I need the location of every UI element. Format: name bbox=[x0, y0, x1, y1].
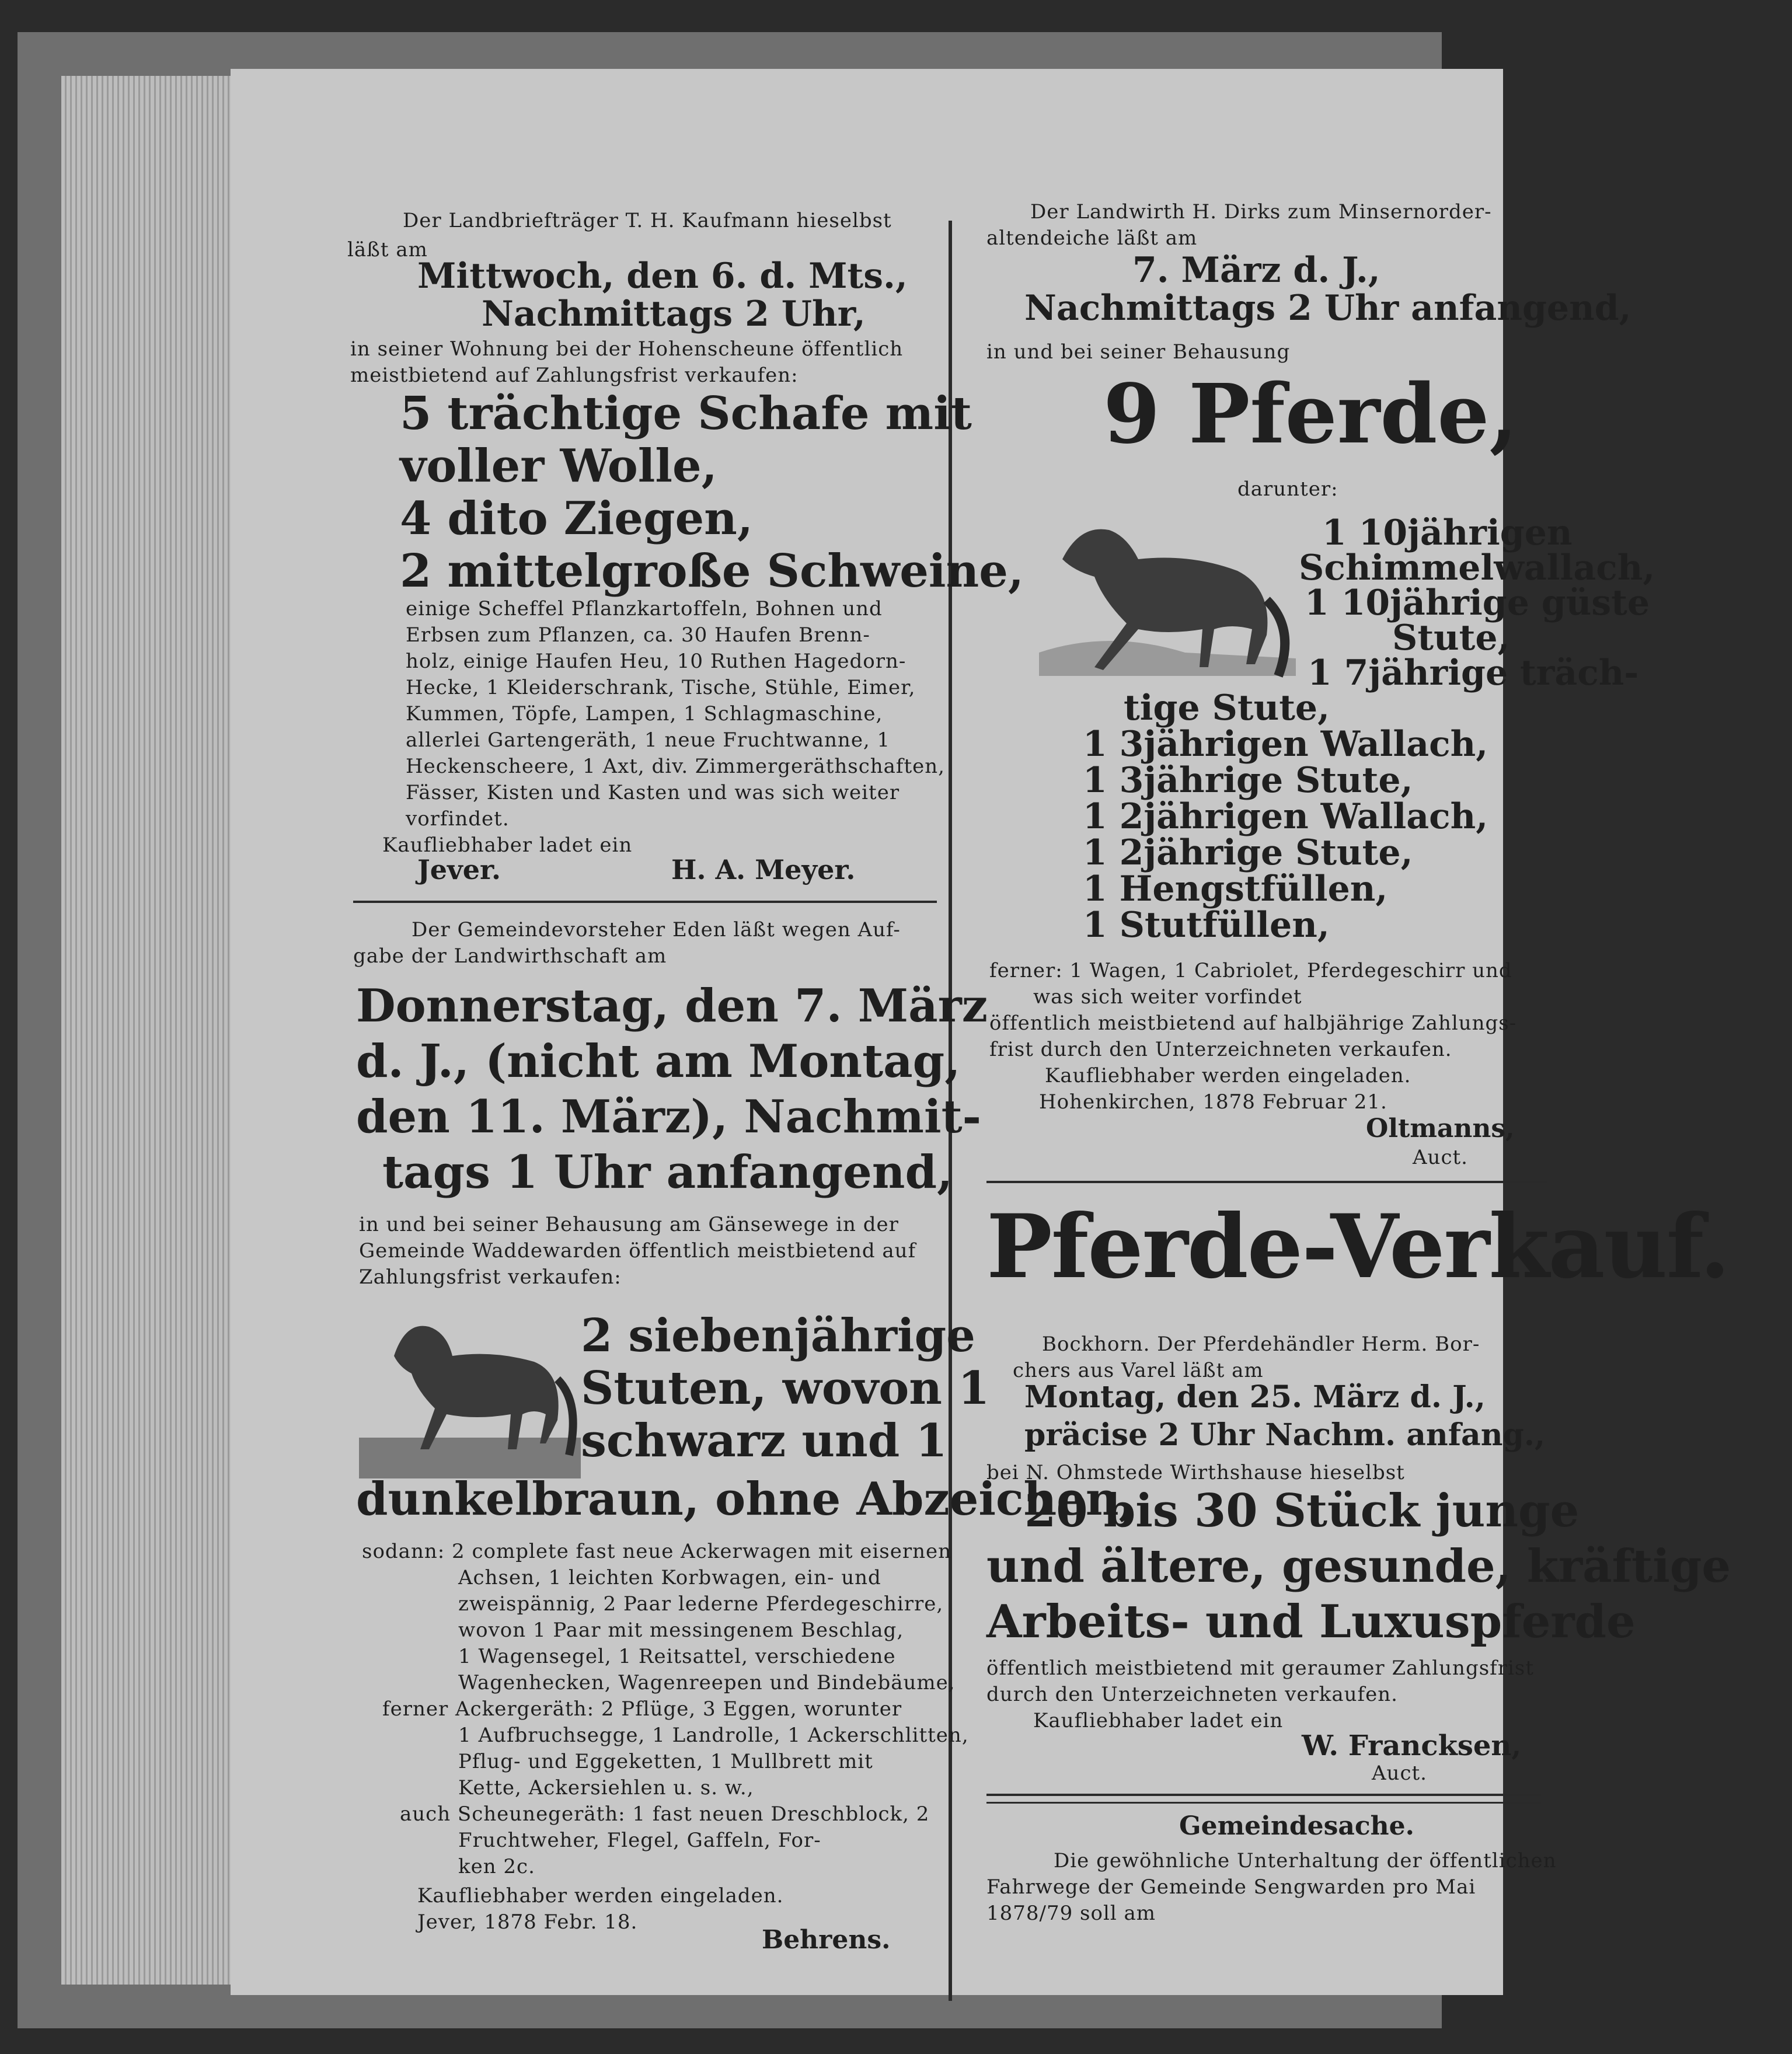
r-ad1-item: 1 2jährigen Wallach, bbox=[1083, 796, 1488, 837]
ad2-list: Fruchtweher, Flegel, Gaffeln, For- bbox=[458, 1829, 821, 1852]
ad2-line: Der Gemeindevorsteher Eden läßt wegen Auf- bbox=[412, 918, 901, 941]
r-ad1-invite: Kaufliebhaber werden eingeladen. bbox=[1045, 1064, 1411, 1087]
ad1-body: holz, einige Haufen Heu, 10 Ruthen Hagedorn- bbox=[406, 650, 907, 673]
r-ad1-line: in und bei seiner Behausung bbox=[986, 340, 1291, 364]
section-double-rule bbox=[986, 1794, 1541, 1804]
ad2-list: ken 2c. bbox=[458, 1855, 535, 1878]
ad2-list: sodann: 2 complete fast neue Ackerwagen mit eisernen bbox=[362, 1540, 952, 1563]
ad2-line: Gemeinde Waddewarden öffentlich meistbietend auf bbox=[359, 1239, 916, 1263]
r-ad2-item: und ältere, gesunde, kräftige bbox=[986, 1540, 1731, 1593]
r-ad2-signature-title: Auct. bbox=[1372, 1762, 1427, 1785]
r-ad2-line: bei N. Ohmstede Wirthshause hieselbst bbox=[986, 1461, 1405, 1484]
r-ad2-item: Arbeits- und Luxuspferde bbox=[986, 1595, 1636, 1648]
ad1-line: in seiner Wohnung bei der Hohenscheune öffentlich bbox=[350, 337, 904, 361]
ad1-line: läßt am bbox=[347, 238, 428, 261]
ad1-body: Kummen, Töpfe, Lampen, 1 Schlagmaschine, bbox=[406, 702, 883, 726]
ad1-item: voller Wolle, bbox=[400, 440, 717, 493]
ad2-place: Jever, 1878 Febr. 18. bbox=[417, 1910, 638, 1934]
r-ad1-darunter: darunter: bbox=[1237, 477, 1338, 501]
right-column bbox=[986, 69, 1792, 1995]
r-ad1-item: Schimmelwallach, bbox=[1299, 547, 1655, 588]
ad2-list: Wagenhecken, Wagenreepen und Bindebäume, bbox=[458, 1671, 956, 1694]
ad2-headline: tags 1 Uhr anfangend, bbox=[382, 1146, 953, 1199]
r-ad2-line: Bockhorn. Der Pferdehändler Herm. Bor- bbox=[1042, 1333, 1480, 1356]
ad1-place: Jever. bbox=[417, 854, 501, 885]
r-ad1-line: öffentlich meistbietend auf halbjährige Zahlungs- bbox=[989, 1012, 1517, 1035]
r-ad1-time: Nachmittags 2 Uhr anfangend, bbox=[1024, 288, 1631, 329]
ad2-line: in und bei seiner Behausung am Gänsewege in der bbox=[359, 1213, 899, 1236]
ad2-item: dunkelbraun, ohne Abzeichen, bbox=[356, 1473, 1135, 1526]
r-ad1-item: 1 3jährige Stute, bbox=[1083, 760, 1413, 801]
r-ad1-place: Hohenkirchen, 1878 Februar 21. bbox=[1039, 1090, 1387, 1114]
ad1-line: Der Landbriefträger T. H. Kaufmann hieselbst bbox=[403, 209, 892, 232]
r-ad2-date: Montag, den 25. März d. J., bbox=[1024, 1379, 1486, 1415]
r-ad1-item: 1 Hengstfüllen, bbox=[1083, 869, 1388, 909]
ad2-signature: Behrens. bbox=[762, 1925, 891, 1955]
r-ad2-invite: Kaufliebhaber ladet ein bbox=[1033, 1709, 1284, 1732]
ad1-body: allerlei Gartengeräth, 1 neue Fruchtwanne, 1 bbox=[406, 728, 891, 752]
r-ad1-line: Der Landwirth H. Dirks zum Minsernorder- bbox=[1030, 200, 1492, 224]
ad1-invite: Kaufliebhaber ladet ein bbox=[382, 834, 633, 857]
ad1-body: vorfindet. bbox=[406, 807, 510, 831]
ad2-list: auch Scheunegeräth: 1 fast neuen Dreschblock, 2 bbox=[400, 1802, 930, 1826]
r-ad3-line: Die gewöhnliche Unterhaltung der öffentlichen bbox=[1054, 1849, 1557, 1872]
book-page-edges bbox=[61, 76, 236, 1985]
r-ad3-line: 1878/79 soll am bbox=[986, 1902, 1156, 1925]
newspaper-page bbox=[231, 69, 1731, 1995]
ad1-time: Nachmittags 2 Uhr, bbox=[482, 294, 866, 334]
r-ad3-line: Fahrwege der Gemeinde Sengwarden pro Mai bbox=[986, 1875, 1476, 1899]
ad1-body: Heckenscheere, 1 Axt, div. Zimmergeräthschaften, bbox=[406, 755, 945, 778]
ad1-line: meistbietend auf Zahlungsfrist verkaufen: bbox=[350, 364, 799, 387]
ad2-list: ferner Ackergeräth: 2 Pflüge, 3 Eggen, worunter bbox=[382, 1697, 902, 1721]
ad1-body: einige Scheffel Pflanzkartoffeln, Bohnen und bbox=[406, 597, 883, 620]
horse-illustration-icon bbox=[1039, 512, 1296, 688]
ad1-item: 5 trächtige Schafe mit bbox=[400, 387, 972, 440]
r-ad1-line: frist durch den Unterzeichneten verkaufen. bbox=[989, 1038, 1452, 1061]
r-ad1-signature-title: Auct. bbox=[1413, 1146, 1468, 1169]
r-ad1-line: ferner: 1 Wagen, 1 Cabriolet, Pferdegeschirr und bbox=[989, 959, 1512, 982]
ad1-signature: H. A. Meyer. bbox=[671, 854, 856, 885]
r-ad2-line: öffentlich meistbietend mit geraumer Zahlungsfrist bbox=[986, 1657, 1534, 1680]
ad2-item: 2 siebenjährige bbox=[581, 1309, 975, 1362]
ad1-body: Fässer, Kisten und Kasten und was sich weiter bbox=[406, 781, 900, 804]
r-ad3-headline: Gemeindesache. bbox=[1179, 1811, 1414, 1841]
r-ad2-line: chers aus Varel läßt am bbox=[1013, 1359, 1264, 1382]
ad2-list: 1 Aufbruchsegge, 1 Landrolle, 1 Ackerschlitten, bbox=[458, 1724, 969, 1747]
r-ad1-line: altendeiche läßt am bbox=[986, 226, 1198, 250]
ad1-item: 2 mittelgroße Schweine, bbox=[400, 545, 1024, 598]
ad2-headline: Donnerstag, den 7. März bbox=[356, 979, 988, 1033]
ad2-list: 1 Wagensegel, 1 Reitsattel, verschiedene bbox=[458, 1645, 896, 1668]
r-ad1-item: 1 7jährige träch- bbox=[1308, 653, 1639, 693]
ad1-item: 4 dito Ziegen, bbox=[400, 492, 754, 545]
section-rule bbox=[353, 901, 937, 903]
r-ad2-item: 20 bis 30 Stück junge bbox=[1024, 1484, 1580, 1537]
ad1-date: Mittwoch, den 6. d. Mts., bbox=[417, 256, 908, 297]
ad2-headline: den 11. März), Nachmit- bbox=[356, 1090, 981, 1143]
ad2-item: Stuten, wovon 1 bbox=[581, 1362, 990, 1415]
r-ad1-item: Stute, bbox=[1392, 618, 1510, 658]
ad2-line: Zahlungsfrist verkaufen: bbox=[359, 1265, 622, 1289]
ad2-list: Achsen, 1 leichten Korbwagen, ein- und bbox=[458, 1566, 881, 1589]
r-ad1-item: 1 10jährigen bbox=[1322, 512, 1573, 553]
r-ad1-headline: 9 Pferde, bbox=[1103, 367, 1518, 462]
r-ad1-item: 1 Stutfüllen, bbox=[1083, 905, 1330, 946]
ad2-item: schwarz und 1 bbox=[581, 1414, 947, 1467]
ad2-list: Kette, Ackersiehlen u. s. w., bbox=[458, 1776, 754, 1800]
r-ad1-item: 1 10jährige güste bbox=[1305, 583, 1650, 623]
ad2-line: gabe der Landwirthschaft am bbox=[353, 944, 667, 968]
r-ad2-headline: Pferde-Verkauf. bbox=[986, 1195, 1730, 1298]
ad2-list: wovon 1 Paar mit messingenem Beschlag, bbox=[458, 1619, 904, 1642]
ad1-body: Erbsen zum Pflanzen, ca. 30 Haufen Brenn- bbox=[406, 623, 870, 647]
section-rule bbox=[986, 1181, 1547, 1183]
r-ad1-item: 1 2jährige Stute, bbox=[1083, 832, 1413, 873]
r-ad1-line: was sich weiter vorfindet bbox=[1033, 985, 1302, 1009]
ad1-body: Hecke, 1 Kleiderschrank, Tische, Stühle, Eimer, bbox=[406, 676, 916, 699]
r-ad1-signature: Oltmanns, bbox=[1366, 1114, 1515, 1143]
r-ad1-item: 1 3jährigen Wallach, bbox=[1083, 724, 1488, 765]
horse-illustration-icon bbox=[359, 1303, 581, 1478]
r-ad1-item: tige Stute, bbox=[1124, 688, 1330, 728]
ad2-list: zweispännig, 2 Paar lederne Pferdegeschirre, bbox=[458, 1592, 944, 1616]
ad2-list: Pflug- und Eggeketten, 1 Mullbrett mit bbox=[458, 1750, 873, 1773]
r-ad1-date: 7. März d. J., bbox=[1132, 250, 1380, 291]
ad2-headline: d. J., (nicht am Montag, bbox=[356, 1035, 961, 1088]
ad2-invite: Kaufliebhaber werden eingeladen. bbox=[417, 1884, 784, 1907]
r-ad2-line: durch den Unterzeichneten verkaufen. bbox=[986, 1683, 1398, 1706]
r-ad2-time: präcise 2 Uhr Nachm. anfang., bbox=[1024, 1417, 1546, 1453]
r-ad2-signature: W. Francksen, bbox=[1302, 1729, 1522, 1762]
